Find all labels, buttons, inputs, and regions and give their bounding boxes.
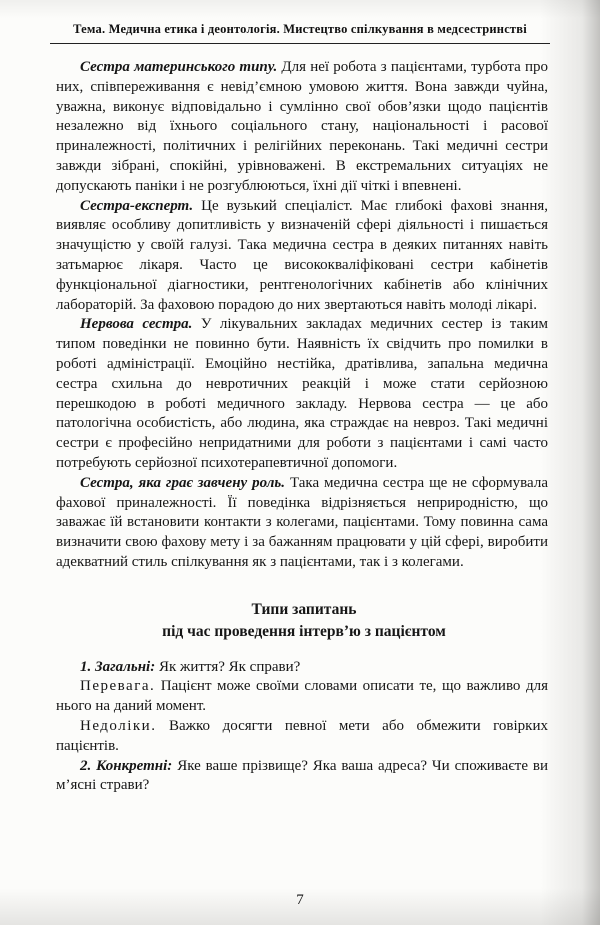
- paragraph-lead: Сестра, яка грає завчену роль.: [80, 474, 286, 491]
- list-item-text: Важко досягти певної мети або обмежити говірких пацієнтів.: [56, 718, 548, 754]
- paragraph-lead: Сестра-експерт.: [80, 197, 194, 214]
- section-title: [112, 599, 496, 644]
- paragraph-role-playing: [56, 474, 548, 573]
- paragraph-nervous: [56, 315, 548, 473]
- paragraph-text: У лікувальних закладах медичних сестер із таким типом поведінки не повинно бути. Наявність їх свідчить про помилки в роботі адміністрації. Емоційно нестійка, дратівлива, запальна медична сестра схильна до невротичних реакцій і може стати серйозною перешкодою в роботі медичного закладу. Нервова сестра — це або патологічна особистість, або людина, яка страждає на невроз. Такі медичні сестри є професійно непридатними для роботи з пацієнтами і самі часто потребують серйозної психотерапевтичної допомоги.: [56, 316, 548, 471]
- list-item-text: Яке ваше прізвище? Яка ваша адреса? Чи споживаєте ви м’ясні страви?: [56, 757, 548, 794]
- list-item-text: Як життя? Як справи?: [155, 658, 301, 675]
- page-number: 7: [296, 892, 304, 908]
- advantage-item: [56, 677, 548, 717]
- paragraph-lead: Сестра материнського типу.: [80, 59, 278, 75]
- header-rule: [50, 43, 550, 44]
- question-type-general: [56, 658, 548, 678]
- paragraph-text: Для неї робота з пацієнтами, турбота про них, співпереживання є невід’ємною умовою життя. Вона завжди чуйна, уважна, виконує відповідально і сумлінно свої обов’язки щодо пацієнтів незалежно від їхнього соціального стану, національності і расової приналежності, політичних і релігійних переконань. Такі медичні сестри завжди зібрані, спокійні, урівноважені. В екстремальних ситуаціях не допускають паніки і не розгублюються, їхні дії чіткі і впевнені.: [56, 59, 548, 194]
- section-title-line2: під час проведення інтерв’ю з пацієнтом: [162, 623, 446, 641]
- page-body: [56, 58, 548, 796]
- paragraph-lead: Нервова сестра.: [80, 316, 193, 333]
- list-item-lead: 1. Загальні:: [80, 658, 156, 675]
- list-item-text: Пацієнт може своїми словами описати те, що важливо для нього на даний момент.: [56, 678, 548, 715]
- list-item-lead: Перевага.: [80, 678, 156, 695]
- question-type-specific: [56, 757, 548, 797]
- paragraph-text: Це вузький спеціаліст. Має глибокі фахові знання, виявляє особливу допитливість у визначеній сфері діяльності і пишається значущістю у своїй галузі. Така медична сестра в деяких питаннях навіть затьмарює лікаря. Часто це висококваліфіковані сестри кабінетів функціональної діагностики, рентгенологічних кабінетів або клінічних лабораторій. За фаховою порадою до них звертаються навіть молоді лікарі.: [56, 197, 548, 313]
- paragraph-mother-type: [56, 58, 548, 197]
- running-header: Тема. Медична етика і деонтологія. Мистецтво спілкування в медсестринстві: [73, 22, 527, 36]
- paragraph-expert: [56, 197, 548, 316]
- paragraph-text: Така медична сестра ще не сформувала фахової приналежності. Її поведінка відрізняється неприродністю, що заважає їй встановити контакти з колегами, пацієнтами. Тому повинна сама визначити свою фахову мету і за бажанням працювати у цій сфері, виробити адекватний стиль спілкування як з пацієнтами, так і з колегами.: [56, 474, 548, 570]
- list-item-lead: Недоліки.: [80, 718, 157, 735]
- list-item-lead: 2. Конкретні:: [80, 757, 173, 774]
- drawbacks-item: [56, 717, 548, 757]
- section-title-line1: Типи запитань: [251, 600, 357, 618]
